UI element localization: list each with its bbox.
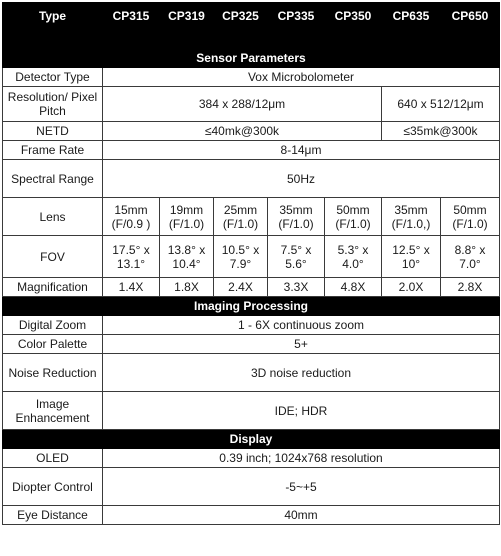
section-imaging-row (3, 297, 500, 316)
row-label: FOV (3, 236, 103, 278)
row-value: 15mm (F/0.9 ) (103, 198, 160, 236)
row-value: 3D noise reduction (103, 354, 500, 392)
row-label: Noise Reduction (3, 354, 103, 392)
section-title: Sensor Parameters (3, 49, 500, 68)
row-value: 10.5° x 7.9° (214, 236, 268, 278)
row-value: 1.4X (103, 278, 160, 297)
row-value: 640 x 512/12μm (382, 87, 500, 122)
table-row (3, 68, 500, 87)
header-model: CP635 (382, 3, 441, 30)
table-row (3, 316, 500, 335)
row-value: 0.39 inch; 1024x768 resolution (103, 449, 500, 468)
row-label: Magnification (3, 278, 103, 297)
row-label: Image Enhancement (3, 392, 103, 430)
row-value: 40mm (103, 506, 500, 525)
section-display-row (3, 430, 500, 449)
header-spacer (3, 30, 500, 49)
row-value: ≤35mk@300k (382, 122, 500, 141)
table-row (3, 278, 500, 297)
row-value: 35mm (F/1.0,) (382, 198, 441, 236)
table-row (3, 198, 500, 236)
row-value: Vox Microbolometer (103, 68, 500, 87)
row-label: Resolution/ Pixel Pitch (3, 87, 103, 122)
table-row (3, 468, 500, 506)
header-model: CP315 (103, 3, 160, 30)
row-label: Digital Zoom (3, 316, 103, 335)
row-value: 384 x 288/12μm (103, 87, 382, 122)
section-sensor-row (3, 49, 500, 68)
row-value: 50Hz (103, 160, 500, 198)
table-row (3, 87, 500, 122)
row-value: 50mm (F/1.0) (441, 198, 500, 236)
section-title: Imaging Processing (3, 297, 500, 316)
header-type: Type (3, 3, 103, 30)
header-model: CP650 (441, 3, 500, 30)
row-value: 5+ (103, 335, 500, 354)
row-value: -5~+5 (103, 468, 500, 506)
section-title: Display (3, 430, 500, 449)
row-value: 13.8° x 10.4° (160, 236, 214, 278)
table-row (3, 160, 500, 198)
row-value: IDE; HDR (103, 392, 500, 430)
row-value: 50mm (F/1.0) (325, 198, 382, 236)
row-label: NETD (3, 122, 103, 141)
table-row (3, 236, 500, 278)
row-value: 7.5° x 5.6° (268, 236, 325, 278)
row-value: 5.3° x 4.0° (325, 236, 382, 278)
row-value: 8.8° x 7.0° (441, 236, 500, 278)
row-value: 12.5° x 10° (382, 236, 441, 278)
header-model: CP350 (325, 3, 382, 30)
row-label: Frame Rate (3, 141, 103, 160)
row-value: 35mm (F/1.0) (268, 198, 325, 236)
row-value: 25mm (F/1.0) (214, 198, 268, 236)
row-value: ≤40mk@300k (103, 122, 382, 141)
row-value: 1 - 6X continuous zoom (103, 316, 500, 335)
row-label: Spectral Range (3, 160, 103, 198)
table-row (3, 506, 500, 525)
table-row (3, 392, 500, 430)
row-value: 4.8X (325, 278, 382, 297)
header-model: CP325 (214, 3, 268, 30)
header-spacer-row (3, 30, 500, 49)
row-value: 3.3X (268, 278, 325, 297)
table-row (3, 449, 500, 468)
table-row (3, 354, 500, 392)
row-label: Eye Distance (3, 506, 103, 525)
row-value: 19mm (F/1.0) (160, 198, 214, 236)
row-label: Diopter Control (3, 468, 103, 506)
row-value: 2.8X (441, 278, 500, 297)
row-label: Lens (3, 198, 103, 236)
row-value: 2.0X (382, 278, 441, 297)
row-value: 1.8X (160, 278, 214, 297)
row-label: Detector Type (3, 68, 103, 87)
table-row (3, 122, 500, 141)
header-model: CP335 (268, 3, 325, 30)
row-label: Color Palette (3, 335, 103, 354)
header-model: CP319 (160, 3, 214, 30)
header-row (3, 3, 500, 30)
row-label: OLED (3, 449, 103, 468)
table-row (3, 141, 500, 160)
row-value: 17.5° x 13.1° (103, 236, 160, 278)
row-value: 2.4X (214, 278, 268, 297)
spec-table (2, 2, 500, 525)
table-row (3, 335, 500, 354)
row-value: 8-14μm (103, 141, 500, 160)
